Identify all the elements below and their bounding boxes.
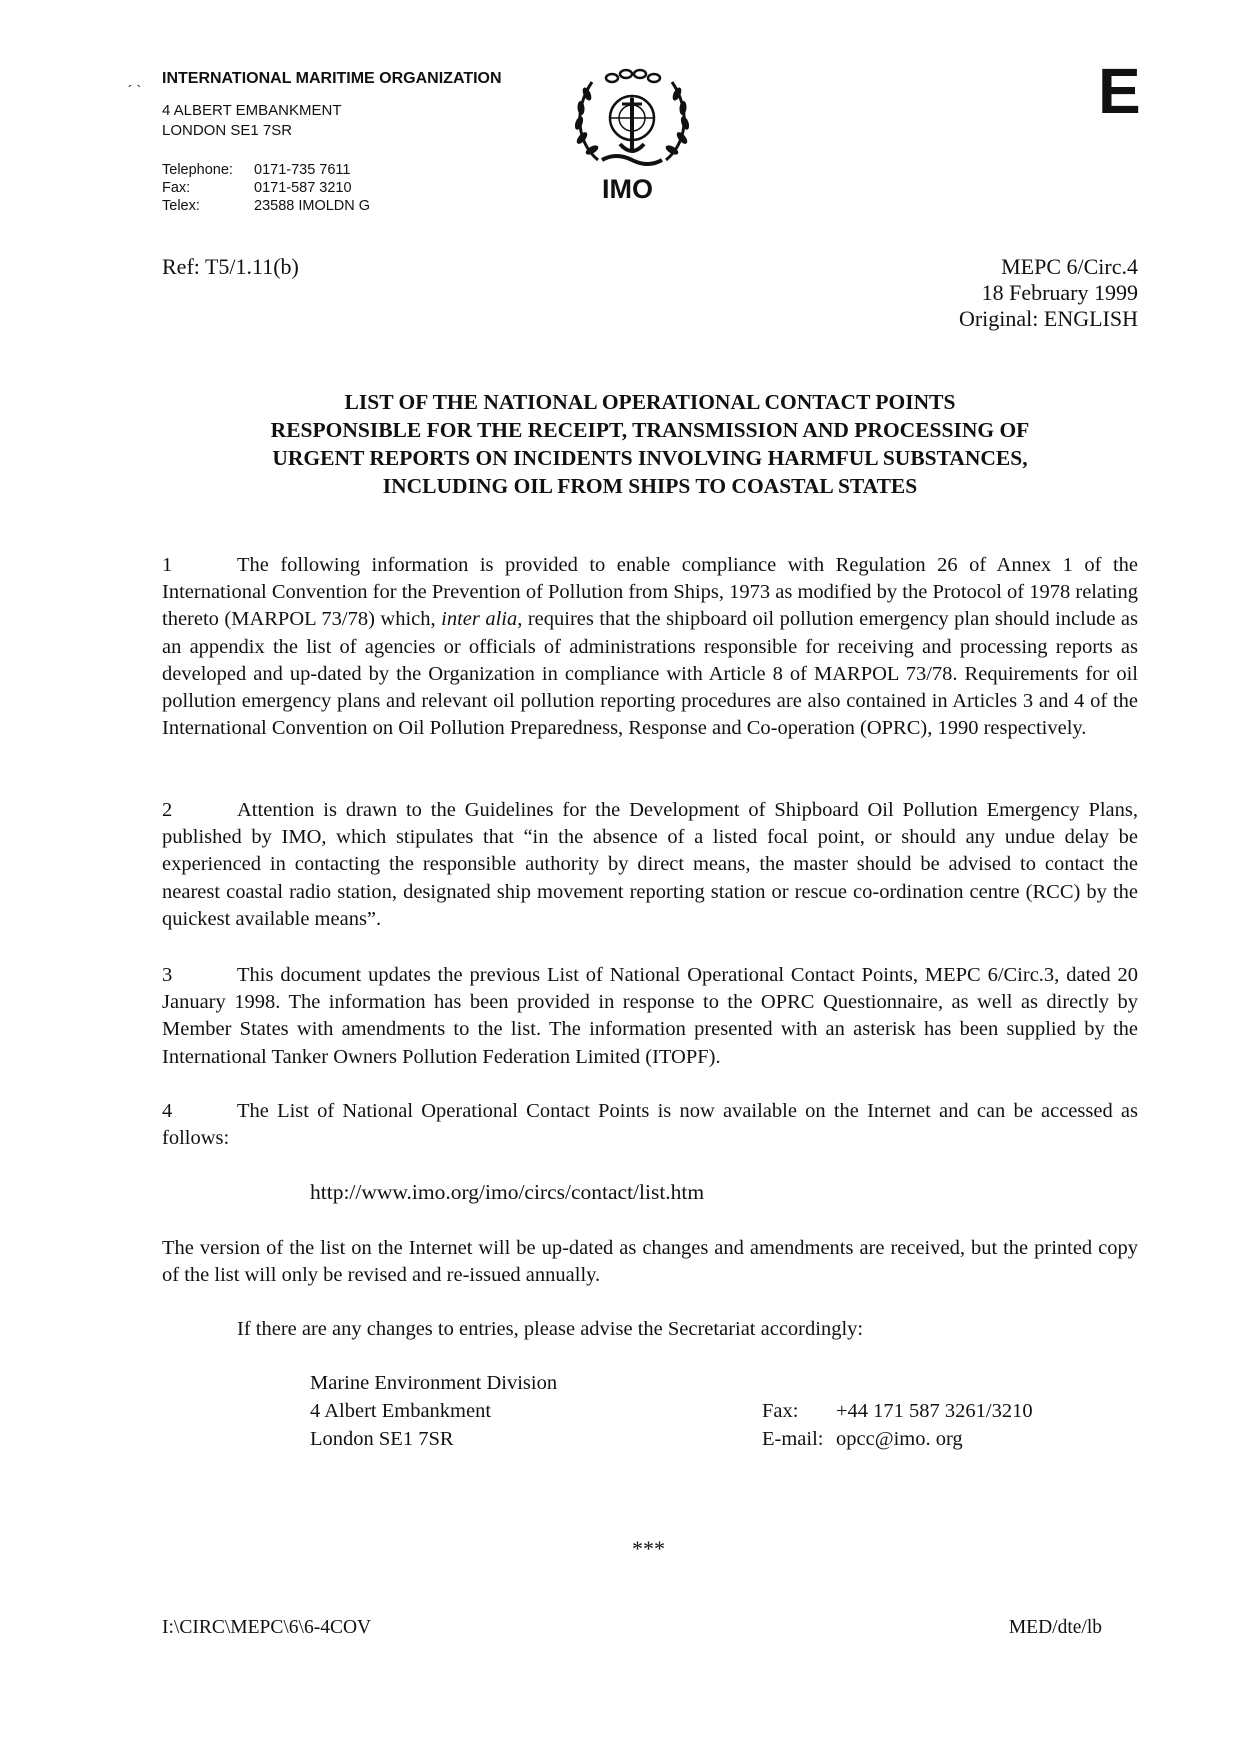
fax-row (162, 180, 352, 196)
file-path: I:\CIRC\MEPC\6\6-4COV (162, 1617, 372, 1638)
paragraph-text: The following information is provided to enable compliance with Regulation 26 of Annex 1 of the International Convention for the Prevention of Pollution from Ships, 1973 as modified by the Protocol of 1978 relating thereto (MARPOL 73/78) which, (162, 554, 1138, 631)
paragraph-3 (162, 962, 1138, 1071)
paragraph-number: 1 (162, 554, 173, 576)
author-initials: MED/dte/lb (1008, 1617, 1102, 1638)
address-line-2: LONDON SE1 7SR (162, 122, 293, 139)
document-date: 18 February 1999 (981, 280, 1138, 305)
original-language: Original: ENGLISH (958, 306, 1138, 331)
title-line-1: LIST OF THE NATIONAL OPERATIONAL CONTACT POINTS (344, 390, 956, 414)
division-street: 4 Albert Embankment (310, 1400, 492, 1422)
paragraph-6: If there are any changes to entries, please advise the Secretariat accordingly: (237, 1318, 864, 1340)
telex-label: Telex: (162, 198, 200, 214)
corner-mark: ´ ` (128, 82, 142, 98)
paragraph-5: The version of the list on the Internet will be up-dated as changes and amendments are received, but the printed copy of the list will only be revised and re-issued annually. (162, 1237, 1138, 1287)
fax-number: +44 171 587 3261/3210 (836, 1400, 1033, 1422)
telex-row (162, 198, 370, 214)
telex-value: 23588 IMOLDN G (254, 198, 371, 214)
secretariat-email (762, 1428, 963, 1451)
paragraph-text: The List of National Operational Contact Points is now available on the Internet and can be accessed as follows: (162, 1100, 1138, 1150)
secretariat-fax (762, 1400, 1033, 1423)
email-address[interactable]: opcc@imo. org (836, 1428, 963, 1450)
imo-emblem (568, 68, 696, 174)
contact-list-url[interactable]: http://www.imo.org/imo/circs/contact/list.htm (310, 1180, 705, 1204)
telephone-row (162, 162, 351, 178)
paragraph-1 (162, 552, 1138, 742)
email-label: E-mail: (762, 1428, 824, 1450)
title-line-3: URGENT REPORTS ON INCIDENTS INVOLVING HARMFUL SUBSTANCES, (272, 446, 1028, 470)
paragraph-number: 4 (162, 1100, 173, 1122)
paragraph-number: 2 (162, 799, 173, 821)
paragraph-text: This document updates the previous List of National Operational Contact Points, MEPC 6/Circ.3, dated 20 January 1998. The information has been provided in response to the OPRC Questionnaire, as well as directly by Member States with amendments to the list. The information presented with an asterisk has been supplied by the International Tanker Owners Pollution Federation Limited (ITOPF). (162, 964, 1138, 1068)
title-line-4: INCLUDING OIL FROM SHIPS TO COASTAL STATES (382, 474, 918, 498)
imo-logo-text: IMO (602, 174, 653, 204)
division-city: London SE1 7SR (310, 1428, 454, 1450)
title-line-2: RESPONSIBLE FOR THE RECEIPT, TRANSMISSION AND PROCESSING OF (270, 418, 1030, 442)
fax-label: Fax: (162, 180, 191, 196)
division-name: Marine Environment Division (310, 1372, 558, 1394)
end-marker: *** (632, 1536, 665, 1561)
document-title (162, 388, 1138, 500)
organization-name: INTERNATIONAL MARITIME ORGANIZATION (162, 70, 502, 87)
paragraph-4 (162, 1098, 1138, 1152)
telephone-value: 0171-735 7611 (254, 162, 351, 178)
fax-label: Fax: (762, 1400, 799, 1422)
document-symbol: MEPC 6/Circ.4 (1001, 254, 1138, 279)
paragraph-text: , requires that the shipboard oil pollution emergency plan should include as an appendix the list of agencies or officials of administrations responsible for receiving and processing reports as developed and up-dated by the Organization in compliance with Article 8 of MARPOL 73/78. Requirements for oil pollution emergency plans and relevant oil pollution reporting procedures are also contained in Articles 3 and 4 of the International Convention on Oil Pollution Preparedness, Response and Co-operation (OPRC), 1990 respectively. (162, 608, 1139, 740)
paragraph-number: 3 (162, 964, 173, 986)
reference-number: Ref: T5/1.11(b) (162, 254, 299, 279)
paragraph-2 (162, 797, 1138, 933)
telephone-label: Telephone: (162, 162, 233, 178)
paragraph-text: Attention is drawn to the Guidelines for the Development of Shipboard Oil Pollution Emergency Plans, published by IMO, which stipulates that “in the absence of a listed focal point, or should any undue delay be experienced in contacting the responsible authority by direct means, the master should be advised to contact the nearest coastal radio station, designated ship movement reporting station or rescue co-ordination centre (RCC) by the quickest available means”. (162, 799, 1138, 930)
language-mark: E (1098, 55, 1141, 127)
address-line-1: 4 ALBERT EMBANKMENT (162, 102, 342, 119)
paragraph-italic: inter alia (441, 608, 518, 631)
fax-value: 0171-587 3210 (254, 180, 352, 196)
